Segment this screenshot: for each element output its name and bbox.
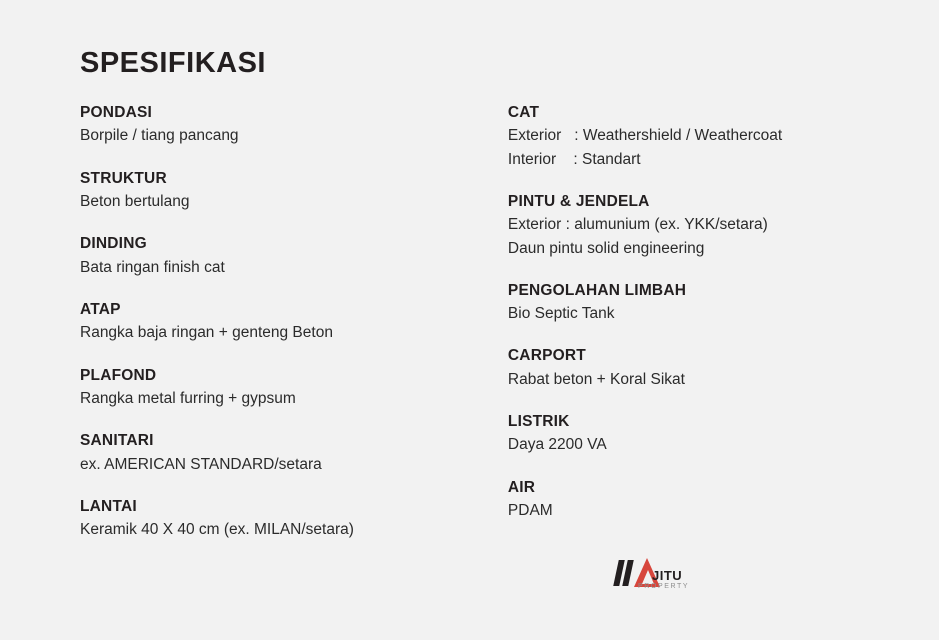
specification-column-left xyxy=(80,103,508,541)
spec-heading: CAT xyxy=(507,104,540,121)
spec-heading: LISTRIK xyxy=(507,413,570,430)
spec-line: Rangka baja ringan + genteng Beton xyxy=(80,324,333,342)
spec-heading: SANITARI xyxy=(80,432,154,450)
spec-line: Rangka metal furring + gypsum xyxy=(80,389,296,407)
spec-heading: DINDING xyxy=(80,235,147,253)
spec-line: Rabat beton + Koral Sikat xyxy=(507,370,685,388)
spec-block xyxy=(80,234,508,279)
spec-heading: PONDASI xyxy=(80,104,153,121)
company-logo xyxy=(612,556,692,606)
spec-block xyxy=(508,281,880,326)
spec-heading: CARPORT xyxy=(507,347,586,365)
spec-block xyxy=(80,300,508,345)
specification-column-right xyxy=(508,103,880,541)
spec-heading: PLAFOND xyxy=(80,366,157,384)
spec-heading: LANTAI xyxy=(80,497,137,515)
spec-line: Borpile / tiang pancang xyxy=(80,127,239,145)
spec-line: Exterior : alumunium (ex. YKK/setara) xyxy=(507,216,768,234)
spec-line: ex. AMERICAN STANDARD/setara xyxy=(80,455,322,473)
spec-heading: PENGOLAHAN LIMBAH xyxy=(507,281,687,299)
spec-line: PDAM xyxy=(507,502,553,519)
spec-heading: AIR xyxy=(507,478,536,496)
logo-brand-text: JITU xyxy=(652,568,683,583)
logo-tagline-text: PROPERTY xyxy=(638,583,690,590)
spec-line: Exterior : Weathershield / Weathercoat xyxy=(507,127,783,145)
spec-line: Bata ringan finish cat xyxy=(80,258,225,276)
spec-heading: PINTU & JENDELA xyxy=(507,192,650,210)
spec-block xyxy=(80,169,508,214)
spec-block xyxy=(80,103,508,148)
spec-line: Daun pintu solid engineering xyxy=(507,239,705,257)
spec-block xyxy=(80,497,508,542)
spec-line: Bio Septic Tank xyxy=(507,305,615,323)
spec-heading: ATAP xyxy=(80,300,121,318)
spec-heading: STRUKTUR xyxy=(80,169,167,187)
spec-block xyxy=(508,412,880,457)
page-title: SPESIFIKASI xyxy=(80,47,266,79)
spec-line: Interior : Standart xyxy=(507,150,641,168)
specification-columns xyxy=(80,103,880,541)
spec-line: Beton bertulang xyxy=(80,193,190,210)
spec-line: Daya 2200 VA xyxy=(507,436,607,454)
spec-block xyxy=(508,478,880,523)
spec-block xyxy=(80,366,508,411)
logo-bar-icon xyxy=(622,560,634,586)
spec-block xyxy=(508,103,880,171)
spec-block xyxy=(508,346,880,391)
spec-block xyxy=(508,192,880,260)
spec-line: Keramik 40 X 40 cm (ex. MILAN/setara) xyxy=(80,521,354,539)
spec-block xyxy=(80,431,508,476)
